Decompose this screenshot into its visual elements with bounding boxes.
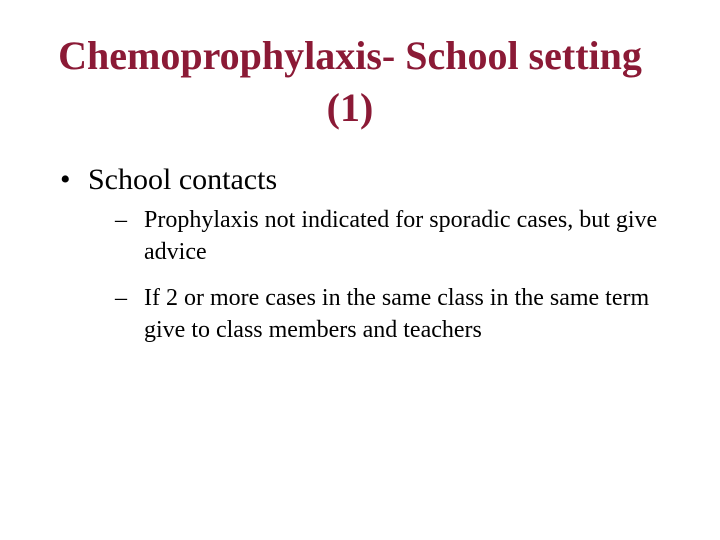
sub-bullet-marker: – [115, 285, 127, 311]
bullet-text: School contacts [88, 163, 278, 196]
sub-bullet-sporadic-cases [115, 204, 680, 268]
slide-title-line-1: Chemoprophylaxis- School setting [58, 33, 642, 78]
slide-title [30, 30, 670, 134]
bullet-marker: • [60, 163, 71, 196]
slide-body [60, 160, 680, 346]
slide-title-line-2: (1) [326, 85, 374, 130]
sub-bullet-marker: – [115, 207, 127, 233]
bullet-school-contacts [60, 160, 680, 200]
sub-bullet-text: If 2 or more cases in the same class in the same term give to class members and teachers [144, 285, 650, 343]
sub-bullet-same-class-cases [115, 282, 680, 346]
sub-bullet-text: Prophylaxis not indicated for sporadic cases, but give advice [144, 207, 658, 265]
